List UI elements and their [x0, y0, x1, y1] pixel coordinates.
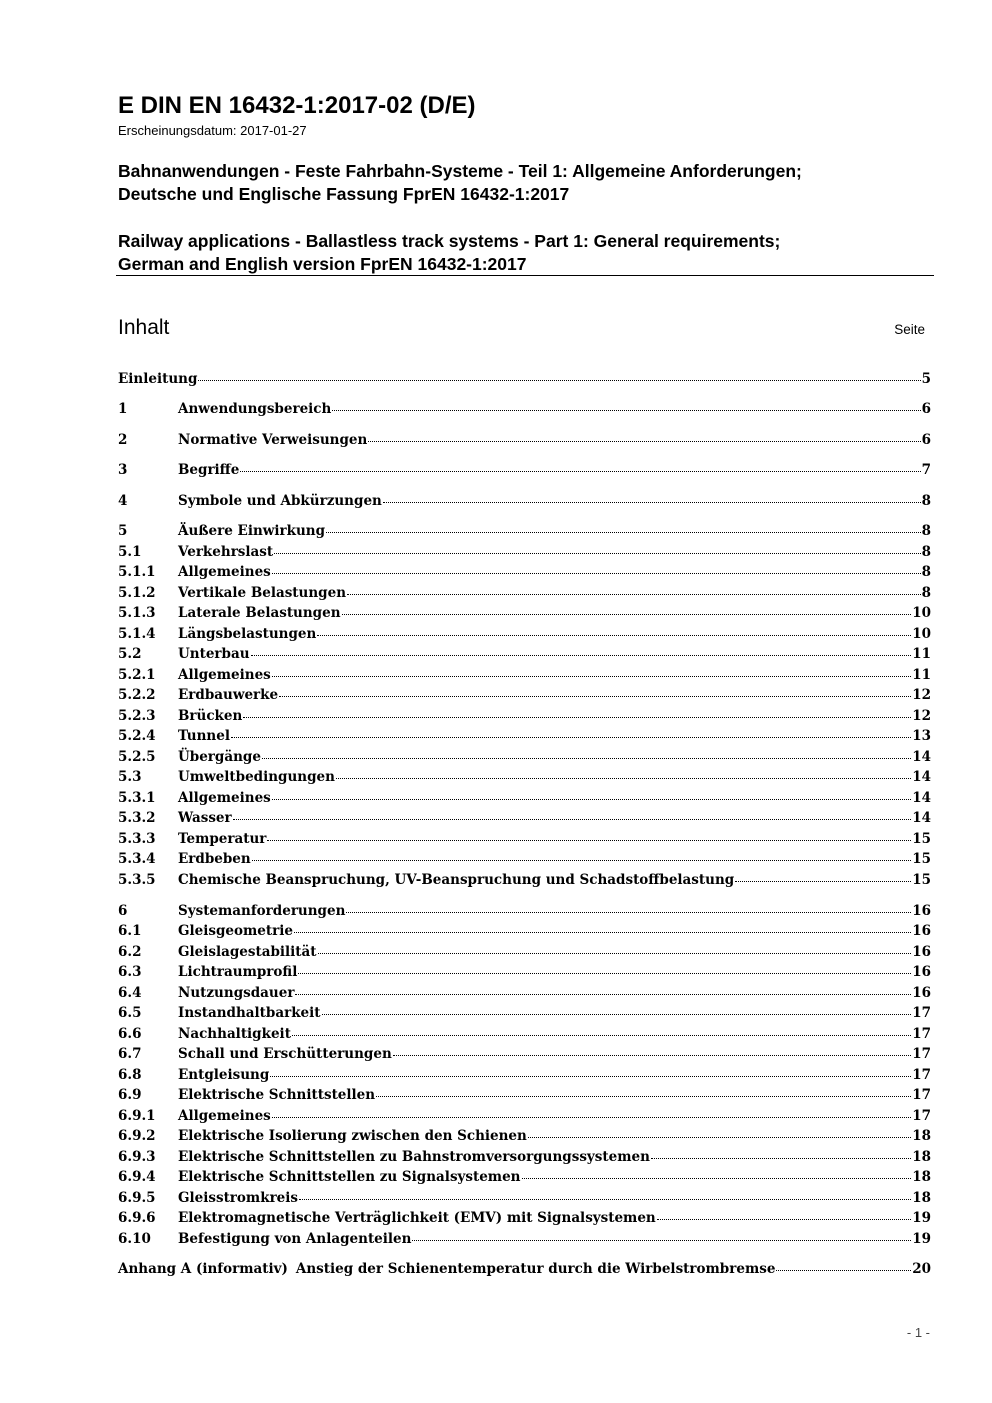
toc-entry-number: 4 — [118, 493, 128, 509]
toc-entry-number: 5.3.2 — [118, 810, 156, 826]
toc-dot-leader — [294, 931, 911, 933]
toc-entry-number: 5 — [118, 523, 128, 539]
toc-entry-title: Längsbelastungen — [178, 626, 317, 642]
toc-entry[interactable] — [118, 872, 931, 892]
toc-entry-page: 19 — [912, 1231, 931, 1247]
toc-dot-leader — [318, 952, 912, 954]
toc-entry-number: 3 — [118, 462, 128, 478]
toc-entry-title: Elektrische Schnittstellen zu Signalsystemen — [178, 1169, 521, 1185]
toc-dot-leader — [279, 695, 911, 697]
toc-entry[interactable] — [118, 1005, 931, 1025]
toc-entry-number: 6.9.3 — [118, 1149, 156, 1165]
toc-entry-number: 6 — [118, 903, 128, 919]
toc-entry-page: 5 — [921, 371, 931, 387]
toc-entry-page: 8 — [921, 564, 931, 580]
toc-entry[interactable] — [118, 1046, 931, 1066]
toc-dot-leader — [272, 572, 921, 574]
toc-entry[interactable] — [118, 687, 931, 707]
toc-dot-leader — [274, 552, 920, 554]
toc-entry-number: 2 — [118, 432, 128, 448]
toc-entry-title: Normative Verweisungen — [178, 432, 368, 448]
toc-entry-page: 7 — [921, 462, 931, 478]
toc-entry-page: 17 — [912, 1108, 931, 1124]
toc-dot-leader — [336, 777, 911, 779]
toc-dot-leader — [528, 1136, 911, 1138]
toc-entry[interactable] — [118, 493, 931, 513]
toc-entry-title: Befestigung von Anlagenteilen — [178, 1231, 412, 1247]
toc-entry[interactable] — [118, 371, 931, 391]
toc-dot-leader — [233, 818, 912, 820]
toc-entry-page: 18 — [912, 1149, 931, 1165]
toc-dot-leader — [322, 1013, 912, 1015]
toc-entry-title: Übergänge — [178, 749, 261, 765]
toc-entry-number: 6.8 — [118, 1067, 142, 1083]
toc-dot-leader — [332, 409, 920, 411]
toc-entry-page: 16 — [912, 923, 931, 939]
toc-entry-page: 13 — [912, 728, 931, 744]
toc-entry-number: 5.3.3 — [118, 831, 156, 847]
toc-entry-number: 5.3 — [118, 769, 142, 785]
toc-entry[interactable] — [118, 1169, 931, 1189]
toc-entry-title: Schall und Erschütterungen — [178, 1046, 392, 1062]
toc-entry-page: 8 — [921, 585, 931, 601]
toc-dot-leader — [412, 1239, 911, 1241]
toc-entry-number: Anhang A (informativ) — [118, 1261, 288, 1277]
toc-entry-page: 15 — [912, 872, 931, 888]
toc-entry-number: 6.2 — [118, 944, 142, 960]
toc-dot-leader — [243, 716, 911, 718]
toc-entry[interactable] — [118, 1190, 931, 1210]
toc-dot-leader — [317, 634, 911, 636]
toc-entry-number: 6.6 — [118, 1026, 142, 1042]
toc-entry-page: 8 — [921, 523, 931, 539]
toc-entry-number: 5.1.1 — [118, 564, 156, 580]
toc-dot-leader — [522, 1177, 912, 1179]
toc-page-label: Seite — [894, 322, 925, 337]
toc-entry[interactable] — [118, 964, 931, 984]
toc-entry-page: 14 — [912, 810, 931, 826]
toc-entry[interactable] — [118, 564, 931, 584]
toc-entry[interactable] — [118, 708, 931, 728]
toc-entry-title: Elektrische Schnittstellen — [178, 1087, 376, 1103]
toc-entry[interactable] — [118, 728, 931, 748]
toc-entry-page: 11 — [912, 646, 931, 662]
toc-entry-number: 6.9.2 — [118, 1128, 156, 1144]
toc-entry[interactable] — [118, 851, 931, 871]
toc-entry-page: 16 — [912, 964, 931, 980]
toc-entry-page: 18 — [912, 1190, 931, 1206]
toc-entry-title: Unterbau — [178, 646, 250, 662]
title-german-line-1: Bahnanwendungen - Feste Fahrbahn-Systeme - Teil 1: Allgemeine Anforderungen; — [118, 161, 802, 181]
toc-entry-number: 6.9.5 — [118, 1190, 156, 1206]
toc-dot-leader — [735, 880, 911, 882]
toc-dot-leader — [295, 993, 911, 995]
toc-entry[interactable] — [118, 544, 931, 564]
toc-dot-leader — [776, 1269, 911, 1271]
toc-entry-page: 16 — [912, 944, 931, 960]
toc-dot-leader — [292, 1034, 911, 1036]
toc-entry-page: 12 — [912, 687, 931, 703]
toc-entry[interactable] — [118, 810, 931, 830]
toc-entry[interactable] — [118, 523, 931, 543]
toc-entry[interactable] — [118, 749, 931, 769]
toc-entry-title: Gleislagestabilität — [178, 944, 317, 960]
toc-entry-number: 6.9.1 — [118, 1108, 156, 1124]
toc-entry-title: Lichtraumprofil — [178, 964, 298, 980]
toc-entry[interactable] — [118, 1231, 931, 1251]
toc-dot-leader — [251, 654, 912, 656]
toc-entry[interactable] — [118, 1210, 931, 1230]
toc-entry[interactable] — [118, 1026, 931, 1046]
toc-entry-title: Verkehrslast — [178, 544, 274, 560]
toc-entry-title: Allgemeines — [178, 1108, 271, 1124]
toc-entry-page: 11 — [912, 667, 931, 683]
toc-entry-title: Systemanforderungen — [178, 903, 346, 919]
toc-entry-title: Erdbauwerke — [178, 687, 279, 703]
toc-dot-leader — [347, 593, 921, 595]
toc-dot-leader — [346, 911, 911, 913]
toc-entry[interactable] — [118, 790, 931, 810]
toc-entry[interactable] — [118, 1108, 931, 1128]
toc-entry-page: 14 — [912, 790, 931, 806]
toc-entry[interactable] — [118, 1261, 931, 1281]
toc-dot-leader — [252, 859, 911, 861]
toc-entry-title: Instandhaltbarkeit — [178, 1005, 321, 1021]
toc-entry-number: Einleitung — [118, 371, 198, 387]
toc-entry-number: 5.1.4 — [118, 626, 156, 642]
toc-entry-number: 5.2 — [118, 646, 142, 662]
toc-entry[interactable] — [118, 903, 931, 923]
table-of-contents — [118, 0, 931, 1403]
toc-entry-page: 16 — [912, 985, 931, 1001]
toc-entry-page: 18 — [912, 1128, 931, 1144]
toc-entry-title: Wasser — [178, 810, 232, 826]
toc-entry-page: 6 — [921, 432, 931, 448]
toc-entry-page: 10 — [912, 605, 931, 621]
toc-entry-number: 6.4 — [118, 985, 142, 1001]
title-english-line-2: German and English version FprEN 16432-1:2017 — [118, 254, 527, 274]
toc-dot-leader — [393, 1054, 911, 1056]
toc-entry-number: 1 — [118, 401, 128, 417]
toc-entry-page: 14 — [912, 749, 931, 765]
toc-entry-page: 17 — [912, 1067, 931, 1083]
toc-dot-leader — [376, 1095, 911, 1097]
toc-entry-number: 6.9.6 — [118, 1210, 156, 1226]
title-english-line-1: Railway applications - Ballastless track systems - Part 1: General requirements; — [118, 231, 781, 251]
toc-entry-number: 5.2.5 — [118, 749, 156, 765]
toc-entry-title: Begriffe — [178, 462, 240, 478]
toc-entry[interactable] — [118, 605, 931, 625]
toc-entry-number: 5.3.5 — [118, 872, 156, 888]
toc-entry[interactable] — [118, 1128, 931, 1148]
toc-entry[interactable] — [118, 1087, 931, 1107]
toc-entry-page: 17 — [912, 1005, 931, 1021]
toc-dot-leader — [298, 972, 911, 974]
toc-entry-number: 5.3.1 — [118, 790, 156, 806]
toc-entry-number: 5.3.4 — [118, 851, 156, 867]
toc-entry-page: 17 — [912, 1046, 931, 1062]
toc-entry[interactable] — [118, 646, 931, 666]
toc-entry-title: Laterale Belastungen — [178, 605, 341, 621]
toc-entry-number: 6.9.4 — [118, 1169, 156, 1185]
toc-entry-page: 15 — [912, 831, 931, 847]
toc-dot-leader — [651, 1157, 911, 1159]
toc-entry-title: Temperatur — [178, 831, 267, 847]
toc-entry-number: 5.2.2 — [118, 687, 156, 703]
toc-dot-leader — [198, 379, 920, 381]
toc-entry-title: Erdbeben — [178, 851, 251, 867]
toc-entry-number: 6.5 — [118, 1005, 142, 1021]
toc-entry-page: 18 — [912, 1169, 931, 1185]
toc-dot-leader — [299, 1198, 911, 1200]
toc-entry[interactable] — [118, 585, 931, 605]
toc-entry-number: 6.1 — [118, 923, 142, 939]
toc-entry-page: 10 — [912, 626, 931, 642]
toc-entry-title: Vertikale Belastungen — [178, 585, 347, 601]
toc-entry[interactable] — [118, 769, 931, 789]
toc-entry[interactable] — [118, 831, 931, 851]
toc-entry[interactable] — [118, 1067, 931, 1087]
toc-dot-leader — [272, 1116, 911, 1118]
toc-entry-title: Symbole und Abkürzungen — [178, 493, 382, 509]
toc-entry-title: Allgemeines — [178, 790, 271, 806]
toc-entry-title: Chemische Beanspruchung, UV-Beanspruchung und Schadstoffbelastung — [178, 872, 735, 888]
toc-entry[interactable] — [118, 667, 931, 687]
toc-entry-number: 6.10 — [118, 1231, 151, 1247]
toc-dot-leader — [262, 757, 911, 759]
toc-entry[interactable] — [118, 944, 931, 964]
toc-entry-page: 17 — [912, 1026, 931, 1042]
toc-entry-title: Elektrische Isolierung zwischen den Schienen — [178, 1128, 527, 1144]
toc-dot-leader — [267, 839, 911, 841]
toc-entry-page: 17 — [912, 1087, 931, 1103]
toc-heading: Inhalt — [118, 316, 170, 339]
toc-entry[interactable] — [118, 923, 931, 943]
toc-dot-leader — [272, 675, 911, 677]
toc-entry-number: 5.2.4 — [118, 728, 156, 744]
toc-entry-title: Anwendungsbereich — [178, 401, 332, 417]
toc-entry-page: 8 — [921, 544, 931, 560]
toc-entry-title: Elektromagnetische Verträglichkeit (EMV) mit Signalsystemen — [178, 1210, 656, 1226]
toc-entry-title: Elektrische Schnittstellen zu Bahnstromversorgungssystemen — [178, 1149, 650, 1165]
toc-entry-page: 8 — [921, 493, 931, 509]
toc-entry-title: Brücken — [178, 708, 243, 724]
title-german-line-2: Deutsche und Englische Fassung FprEN 16432-1:2017 — [118, 184, 570, 204]
page-number: - 1 - — [906, 1325, 930, 1340]
toc-entry-page: 6 — [921, 401, 931, 417]
toc-entry-page: 19 — [912, 1210, 931, 1226]
toc-entry-title: Gleisstromkreis — [178, 1190, 298, 1206]
toc-entry-number: 5.1.2 — [118, 585, 156, 601]
toc-entry-number: 6.7 — [118, 1046, 142, 1062]
toc-entry-number: 5.1.3 — [118, 605, 156, 621]
toc-entry-title: Umweltbedingungen — [178, 769, 335, 785]
toc-entry[interactable] — [118, 626, 931, 646]
toc-entry-title: Entgleisung — [178, 1067, 270, 1083]
toc-dot-leader — [326, 531, 921, 533]
toc-entry-number: 5.1 — [118, 544, 142, 560]
toc-entry[interactable] — [118, 985, 931, 1005]
toc-dot-leader — [383, 501, 921, 503]
toc-entry-number: 5.2.1 — [118, 667, 156, 683]
toc-entry-title: Tunnel — [178, 728, 230, 744]
toc-entry-title: Allgemeines — [178, 564, 271, 580]
toc-entry-title: Anstieg der Schienentemperatur durch die Wirbelstrombremse — [295, 1261, 776, 1277]
toc-dot-leader — [231, 736, 911, 738]
toc-entry-number: 5.2.3 — [118, 708, 156, 724]
toc-dot-leader — [657, 1218, 911, 1220]
toc-entry-title: Äußere Einwirkung — [178, 523, 326, 539]
toc-entry-page: 16 — [912, 903, 931, 919]
toc-entry[interactable] — [118, 401, 931, 421]
toc-entry-page: 14 — [912, 769, 931, 785]
toc-entry-title: Nachhaltigkeit — [178, 1026, 291, 1042]
toc-entry-page: 20 — [912, 1261, 931, 1277]
document-title: E DIN EN 16432-1:2017-02 (D/E) — [118, 92, 476, 119]
toc-dot-leader — [270, 1075, 911, 1077]
toc-entry-number: 6.9 — [118, 1087, 142, 1103]
toc-entry[interactable] — [118, 1149, 931, 1169]
toc-dot-leader — [272, 798, 911, 800]
toc-dot-leader — [342, 613, 912, 615]
toc-entry-page: 12 — [912, 708, 931, 724]
toc-entry-title: Allgemeines — [178, 667, 271, 683]
toc-entry[interactable] — [118, 462, 931, 482]
toc-dot-leader — [368, 440, 920, 442]
toc-entry-page: 15 — [912, 851, 931, 867]
toc-entry-title: Nutzungsdauer — [178, 985, 295, 1001]
toc-dot-leader — [240, 470, 920, 472]
toc-entry-number: 6.3 — [118, 964, 142, 980]
publication-date: Erscheinungsdatum: 2017-01-27 — [118, 123, 307, 138]
toc-entry[interactable] — [118, 432, 931, 452]
toc-entry-title: Gleisgeometrie — [178, 923, 293, 939]
